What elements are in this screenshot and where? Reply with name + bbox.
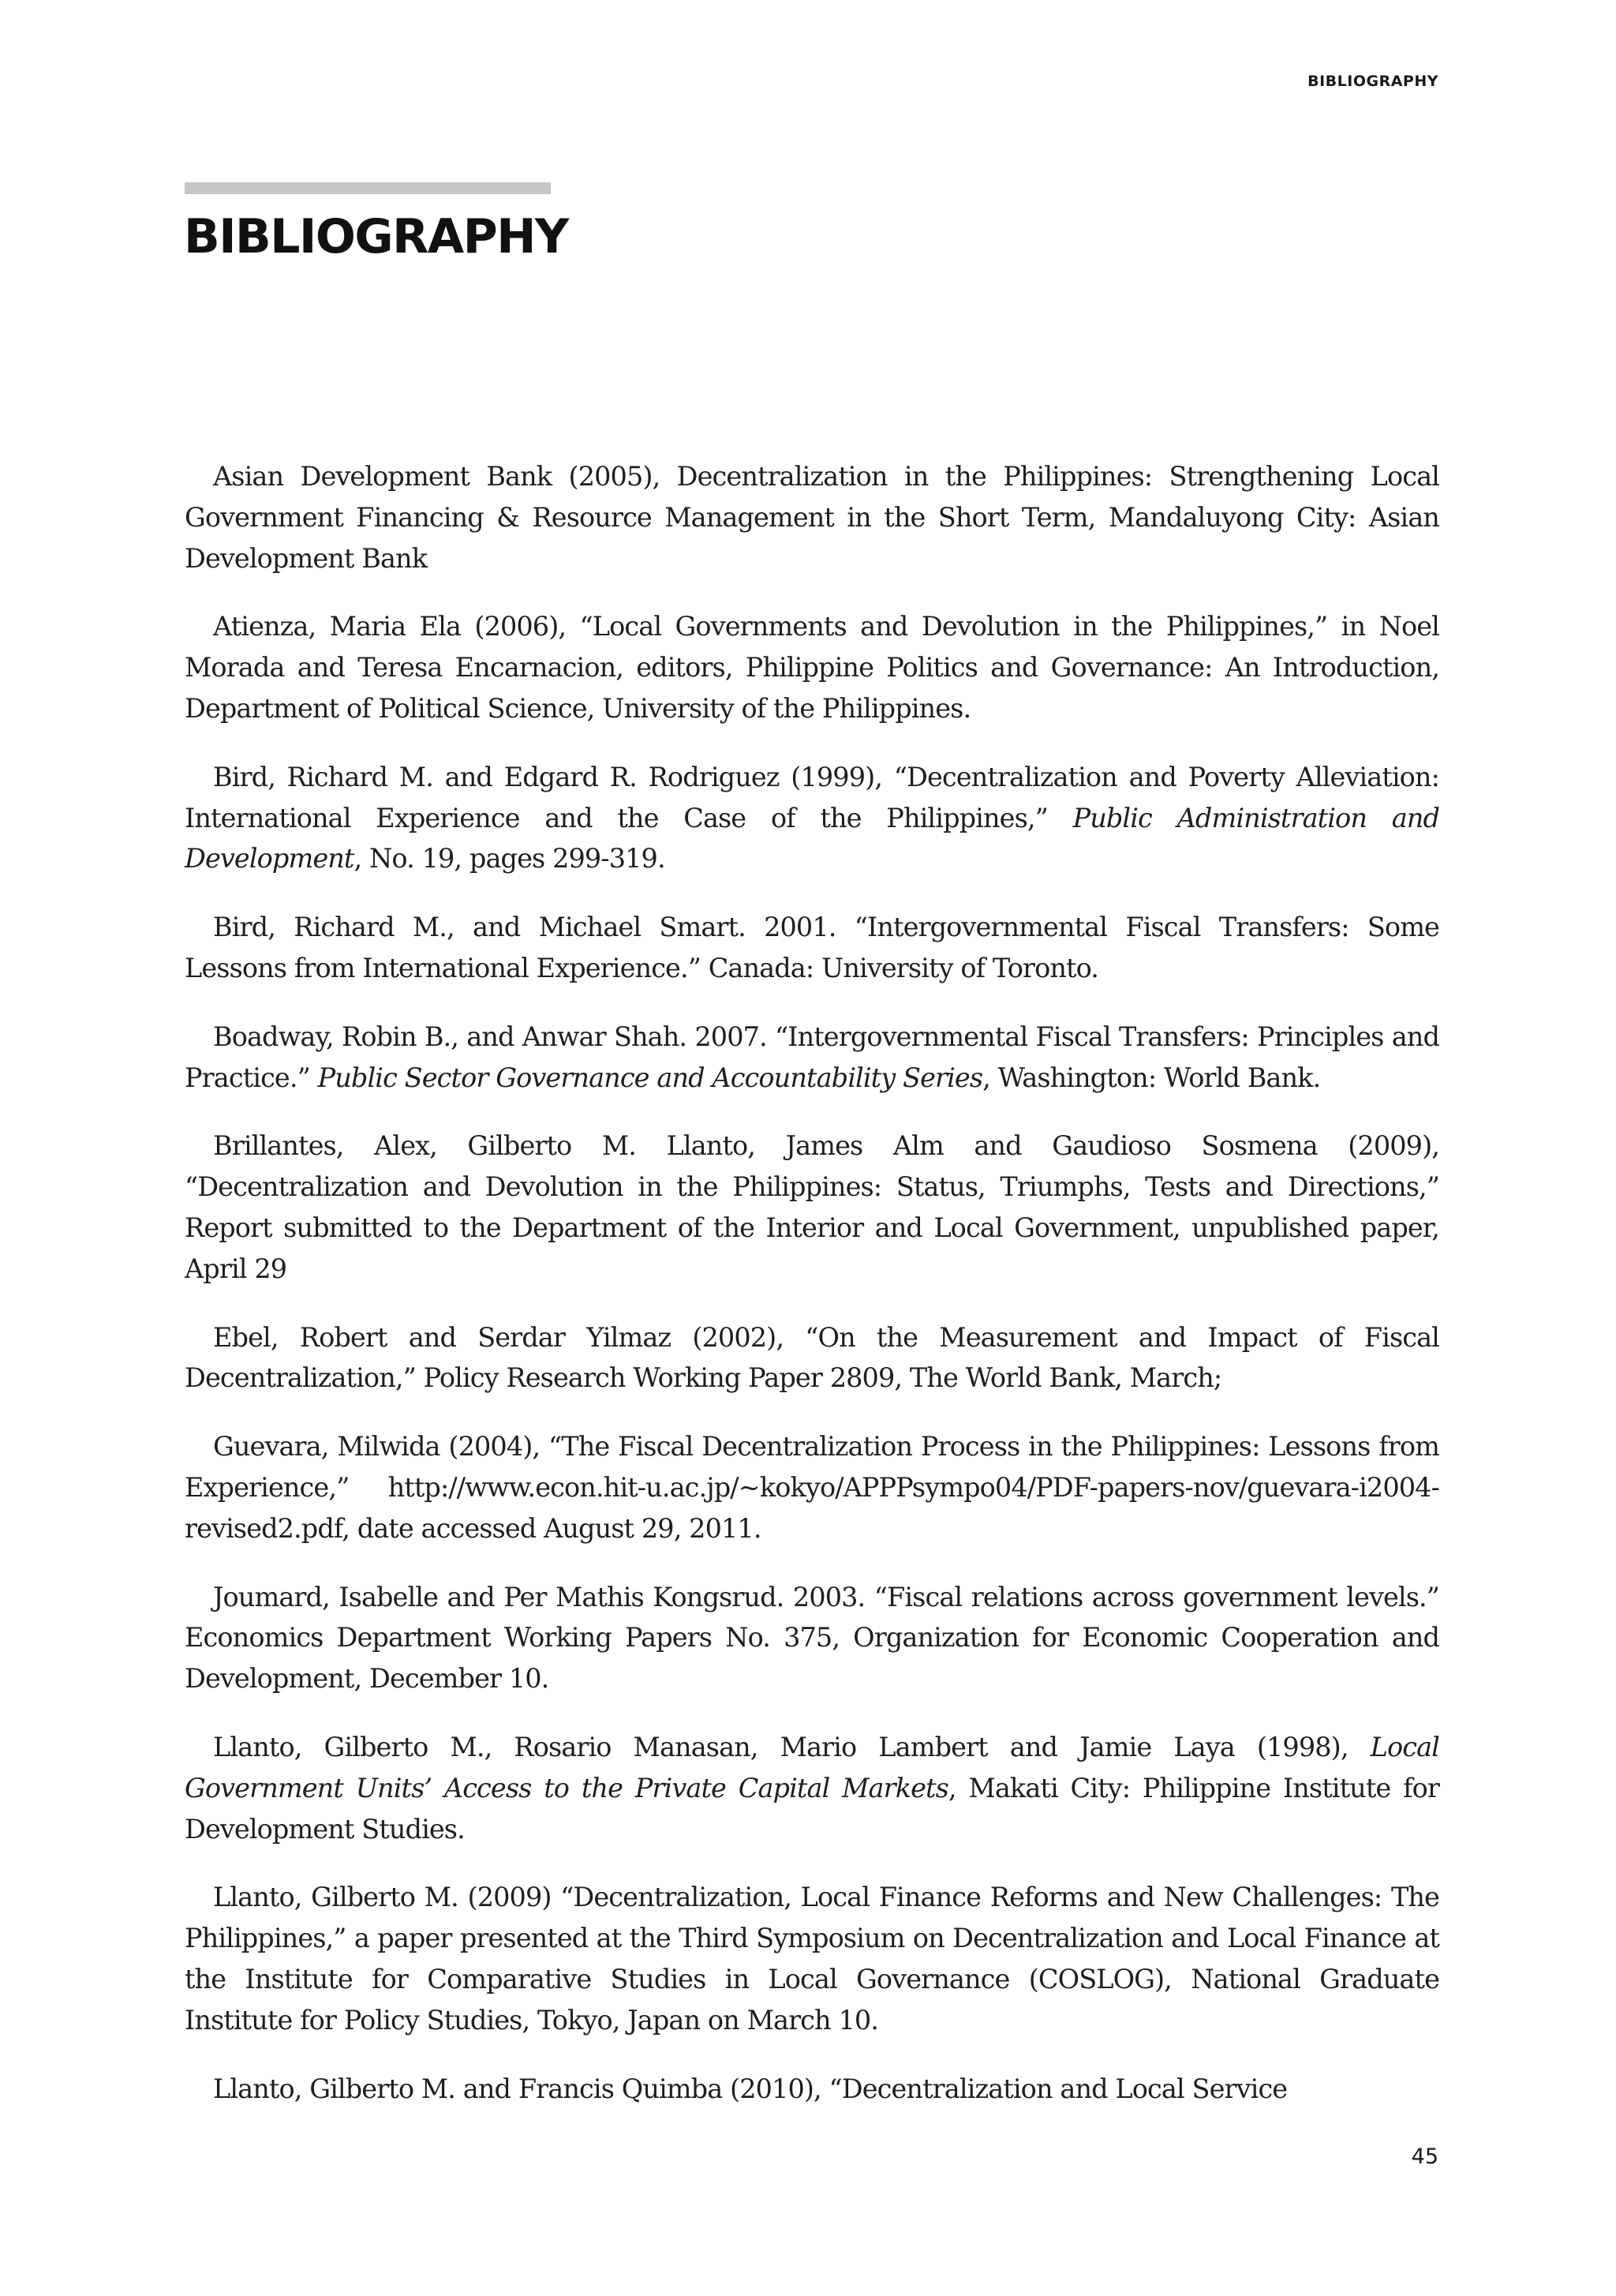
bibliography-entry: Bird, Richard M. and Edgard R. Rodriguez (1999), “Decentralization and Poverty Alleviation: International Experience and the Case of the Philippines,” Public Administration and Development, No. 19, pages 299-319. [185, 761, 1440, 875]
page-number: 45 [1411, 2144, 1438, 2169]
bibliography-entry: Bird, Richard M., and Michael Smart. 2001. “Intergovernmental Fiscal Transfers: Some Lessons from International Experience.” Canada: University of Toronto. [185, 912, 1439, 983]
bibliography-entry: Ebel, Robert and Serdar Yilmaz (2002), “On the Measurement and Impact of Fiscal Decentralization,” Policy Research Working Paper 2809, The World Bank, March; [185, 1321, 1439, 1394]
title-rule [185, 182, 551, 194]
bibliography-entry: Atienza, Maria Ela (2006), “Local Governments and Devolution in the Philippines,” in Noel Morada and Teresa Encarnacion, editors, Philippine Politics and Governance: An Introduction, Department of Political Science, University of the Philippines. [185, 611, 1439, 724]
bibliography-entry: Boadway, Robin B., and Anwar Shah. 2007. “Intergovernmental Fiscal Transfers: Principles and Practice.” Public Sector Governance and Accountability Series, Washington: World Bank. [185, 1021, 1439, 1093]
bibliography-list [185, 456, 1439, 2137]
bibliography-entry: Llanto, Gilberto M., Rosario Manasan, Mario Lambert and Jamie Laya (1998), Local Government Units’ Access to the Private Capital Markets, Makati City: Philippine Institute for Development Studies. [185, 1731, 1439, 1845]
bibliography-entry: Guevara, Milwida (2004), “The Fiscal Decentralization Process in the Philippines: Lessons from Experience,” http://www.econ.hit-u.ac.jp/~kokyo/APPPsympo04/PDF-papers-nov/guevara-i2004-revised2.pdf, date accessed August 29, 2011. [185, 1431, 1439, 1544]
page-title: BIBLIOGRAPHY [184, 209, 568, 264]
bibliography-entry: Asian Development Bank (2005), Decentralization in the Philippines: Strengthening Local Government Financing & Resource Management in the Short Term, Mandaluyong City: Asian Development Bank [185, 461, 1439, 574]
running-header: BIBLIOGRAPHY [1307, 73, 1438, 90]
bibliography-entry: Joumard, Isabelle and Per Mathis Kongsrud. 2003. “Fiscal relations across government levels.” Economics Department Working Papers No. 375, Organization for Economic Cooperation and Development, December 10. [185, 1581, 1439, 1695]
bibliography-entry: Brillantes, Alex, Gilberto M. Llanto, James Alm and Gaudioso Sosmena (2009), “Decentralization and Devolution in the Philippines: Status, Triumphs, Tests and Directions,” Report submitted to the Department of the Interior and Local Government, unpublished paper, April 29 [185, 1130, 1439, 1284]
bibliography-entry: Llanto, Gilberto M. and Francis Quimba (2010), “Decentralization and Local Service [213, 2073, 1288, 2104]
bibliography-entry: Llanto, Gilberto M. (2009) “Decentralization, Local Finance Reforms and New Challenges: The Philippines,” a paper presented at the Third Symposium on Decentralization and Local Finance at the Institute for Comparative Studies in Local Governance (COSLOG), National Graduate Institute for Policy Studies, Tokyo, Japan on March 10. [185, 1882, 1439, 2036]
